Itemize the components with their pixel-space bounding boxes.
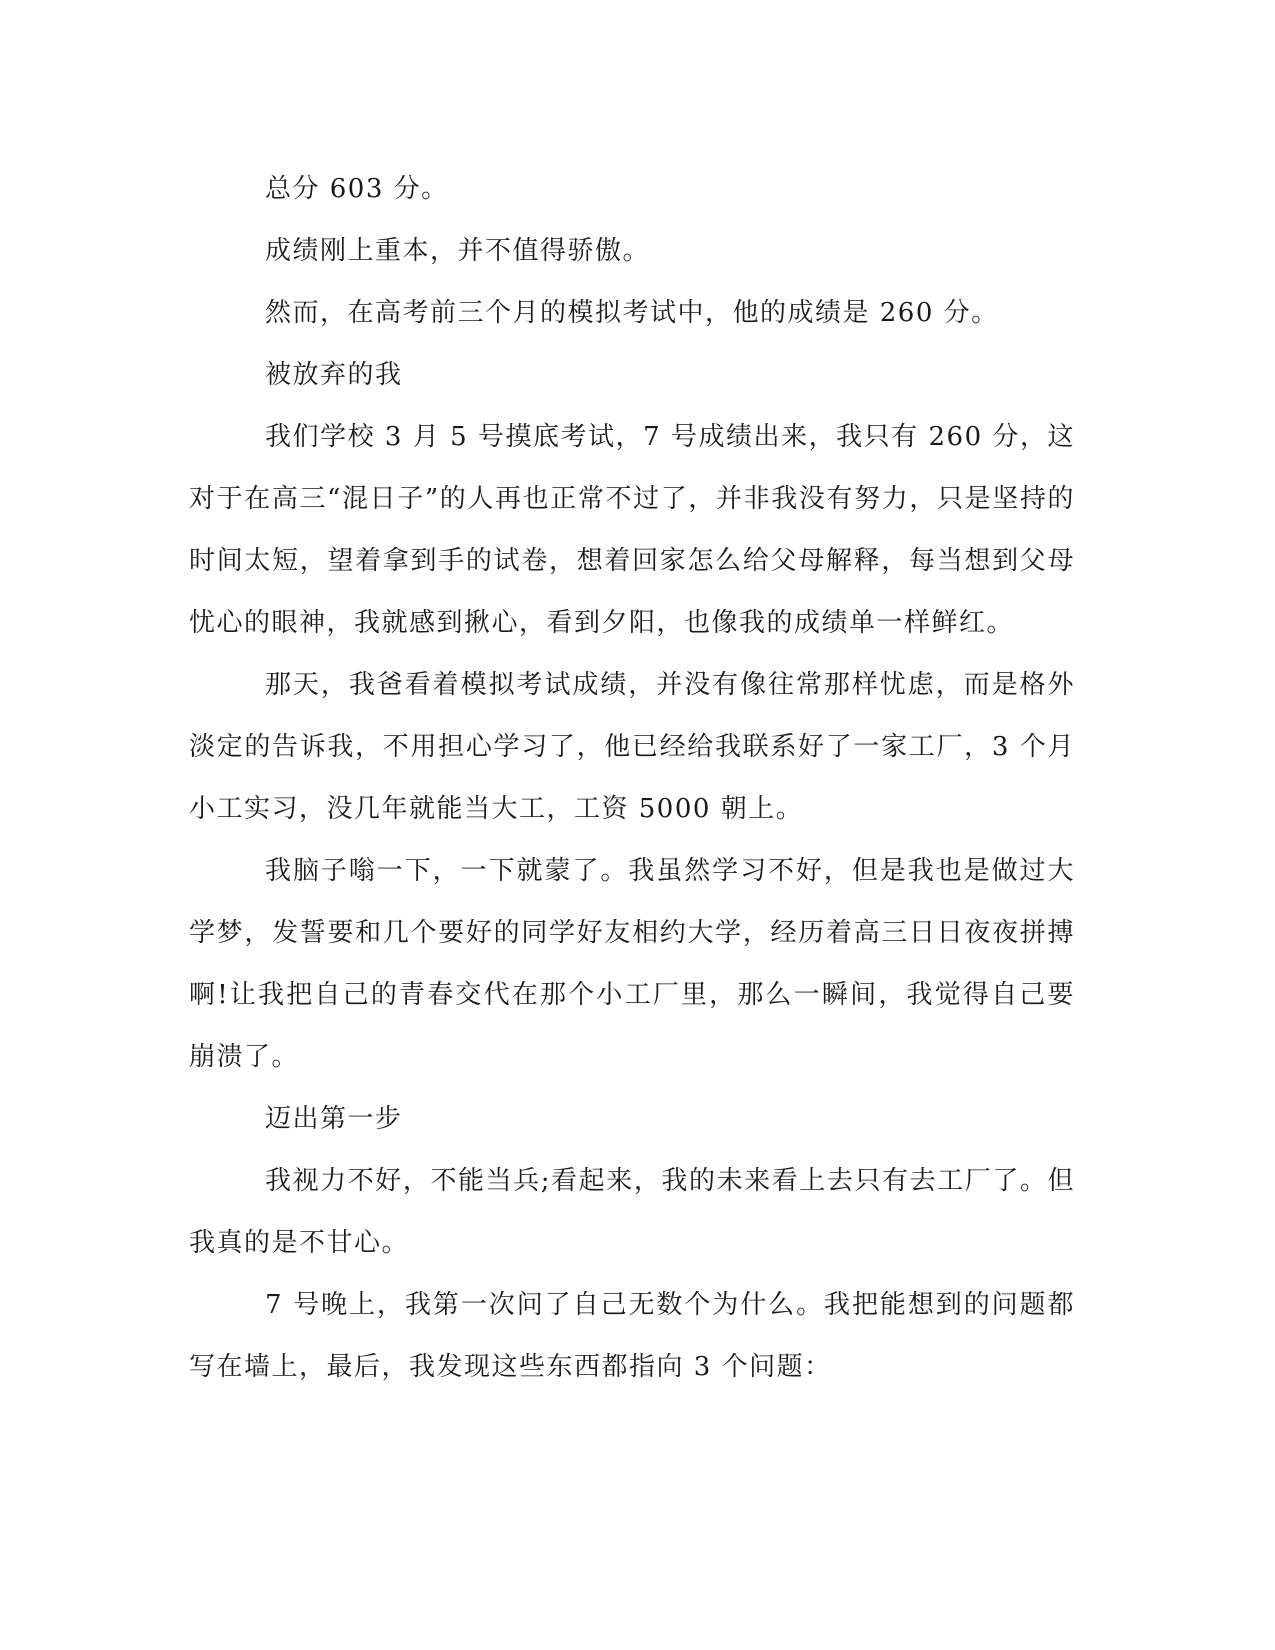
paragraph-school-exam: 我们学校 3 月 5 号摸底考试，7 号成绩出来，我只有 260 分，这对于在高三“混日子”的人再也正常不过了，并非我没有努力，只是坚持的时间太短，望着拿到手的试卷，想着回家怎么给父母解释，每当想到父母忧心的眼神，我就感到揪心，看到夕阳，也像我的成绩单一样鲜红。: [189, 422, 1075, 638]
section-heading-abandoned: 被放弃的我: [265, 360, 403, 390]
paragraph-father-factory: 那天，我爸看着模拟考试成绩，并没有像往常那样忧虑，而是格外淡定的告诉我，不用担心学习了，他已经给我联系好了一家工厂，3 个月小工实习，没几年就能当大工，工资 5000 朝上。: [189, 670, 1075, 824]
paragraph-questions: 7 号晚上，我第一次问了自己无数个为什么。我把能想到的问题都写在墙上，最后，我发现这些东西都指向 3 个问题：: [189, 1290, 1075, 1382]
paragraph-score-comment: 成绩刚上重本，并不值得骄傲。: [265, 236, 651, 266]
paragraph-eyesight: 我视力不好，不能当兵;看起来，我的未来看上去只有去工厂了。但我真的是不甘心。: [189, 1166, 1075, 1258]
document-body: [189, 158, 1075, 1398]
paragraph-mock-exam: 然而，在高考前三个月的模拟考试中，他的成绩是 260 分。: [265, 298, 999, 328]
section-heading-first-step: 迈出第一步: [265, 1104, 403, 1134]
paragraph-total-score: 总分 603 分。: [265, 174, 449, 204]
paragraph-university-dream: 我脑子嗡一下，一下就蒙了。我虽然学习不好，但是我也是做过大学梦，发誓要和几个要好的同学好友相约大学，经历着高三日日夜夜拼搏啊!让我把自己的青春交代在那个小工厂里，那么一瞬间，我觉得自己要崩溃了。: [189, 856, 1075, 1072]
